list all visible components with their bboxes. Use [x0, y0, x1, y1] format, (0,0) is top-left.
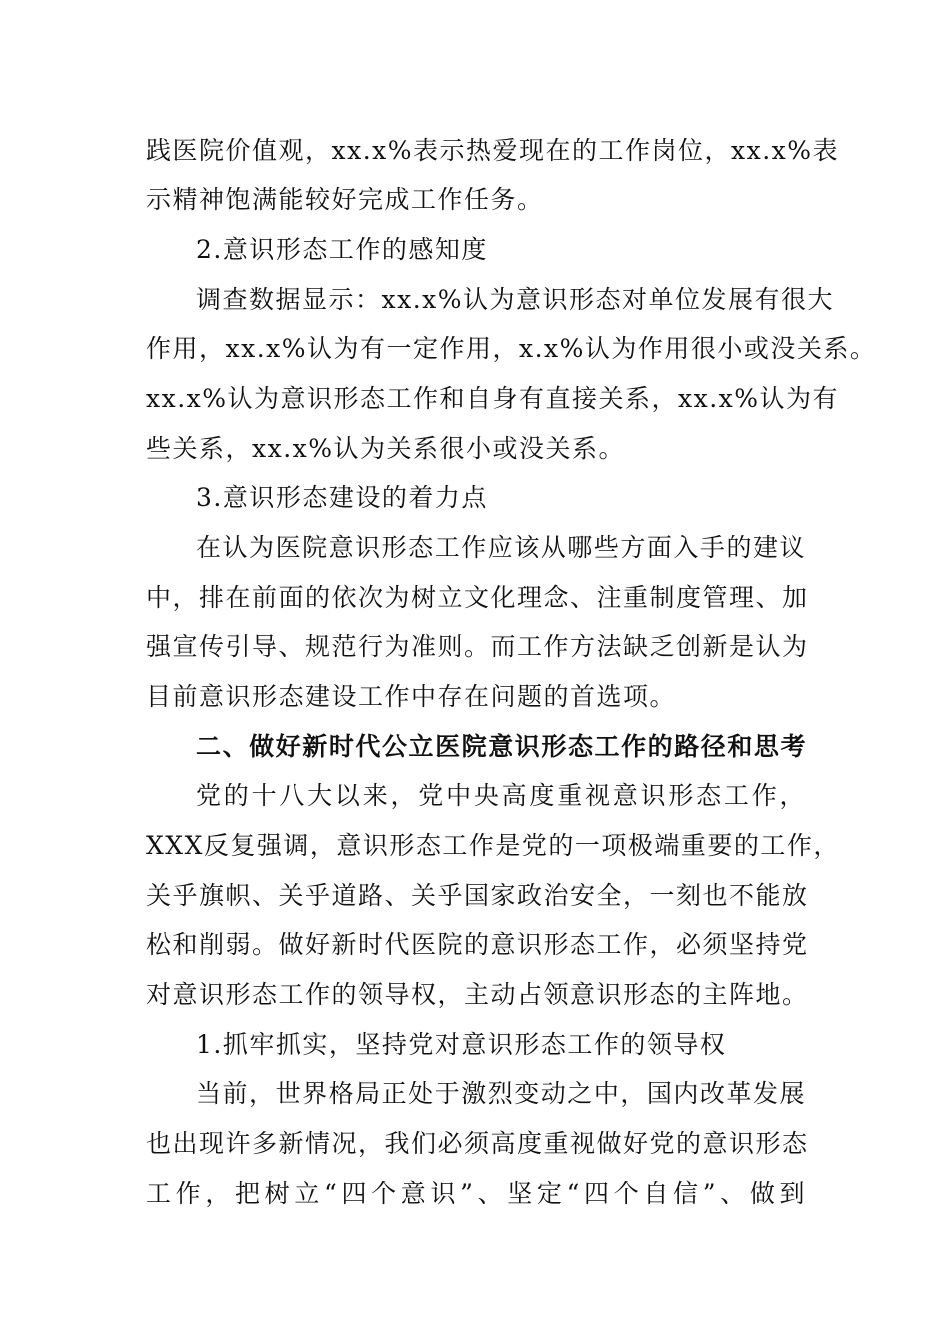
- body-text-line: 当前，世界格局正处于激烈变动之中，国内改革发展: [196, 1079, 806, 1108]
- body-text-line: 对意识形态工作的领导权，主动占领意识形态的主阵地。: [146, 980, 809, 1009]
- body-text-line: 党的十八大以来，党中央高度重视意识形态工作，: [196, 781, 806, 810]
- body-text-line: XXX反复强调，意识形态工作是党的一项极端重要的工作，: [146, 831, 840, 860]
- body-text-line: 目前意识形态建设工作中存在问题的首选项。: [146, 682, 677, 711]
- subheading-line: 1.抓牢抓实，坚持党对意识形态工作的领导权: [196, 1030, 727, 1059]
- body-text-line: xx.x%认为意识形态工作和自身有直接关系，xx.x%认为有: [146, 384, 839, 413]
- body-text-line: 关乎旗帜、关乎道路、关乎国家政治安全，一刻也不能放: [146, 881, 809, 910]
- body-text-line: 也出现许多新情况，我们必须高度重视做好党的意识形态: [146, 1129, 809, 1158]
- body-text-line: 调查数据显示：xx.x%认为意识形态对单位发展有很大: [196, 285, 835, 314]
- subheading-line: 3.意识形态建设的着力点: [196, 483, 488, 512]
- body-text-line: 作用，xx.x%认为有一定作用，x.x%认为作用很小或没关系。: [146, 334, 877, 363]
- body-text-line: 示精神饱满能较好完成工作任务。: [146, 185, 544, 214]
- body-text-line: 些关系，xx.x%认为关系很小或没关系。: [146, 434, 626, 463]
- body-text-line: 中，排在前面的依次为树立文化理念、注重制度管理、加: [146, 583, 809, 612]
- section-heading: 二、做好新时代公立医院意识形态工作的路径和思考: [196, 732, 806, 761]
- subheading-line: 2.意识形态工作的感知度: [196, 235, 488, 264]
- body-text-line: 践医院价值观，xx.x%表示热爱现在的工作岗位，xx.x%表: [146, 136, 839, 165]
- body-text-line: 松和削弱。做好新时代医院的意识形态工作，必须坚持党: [146, 930, 809, 959]
- body-text-line: 在认为医院意识形态工作应该从哪些方面入手的建议: [196, 533, 806, 562]
- body-text-line: 工作，把树立“四个意识”、坚定“四个自信”、做到: [146, 1179, 806, 1208]
- body-text-line: 强宣传引导、规范行为准则。而工作方法缺乏创新是认为: [146, 632, 809, 661]
